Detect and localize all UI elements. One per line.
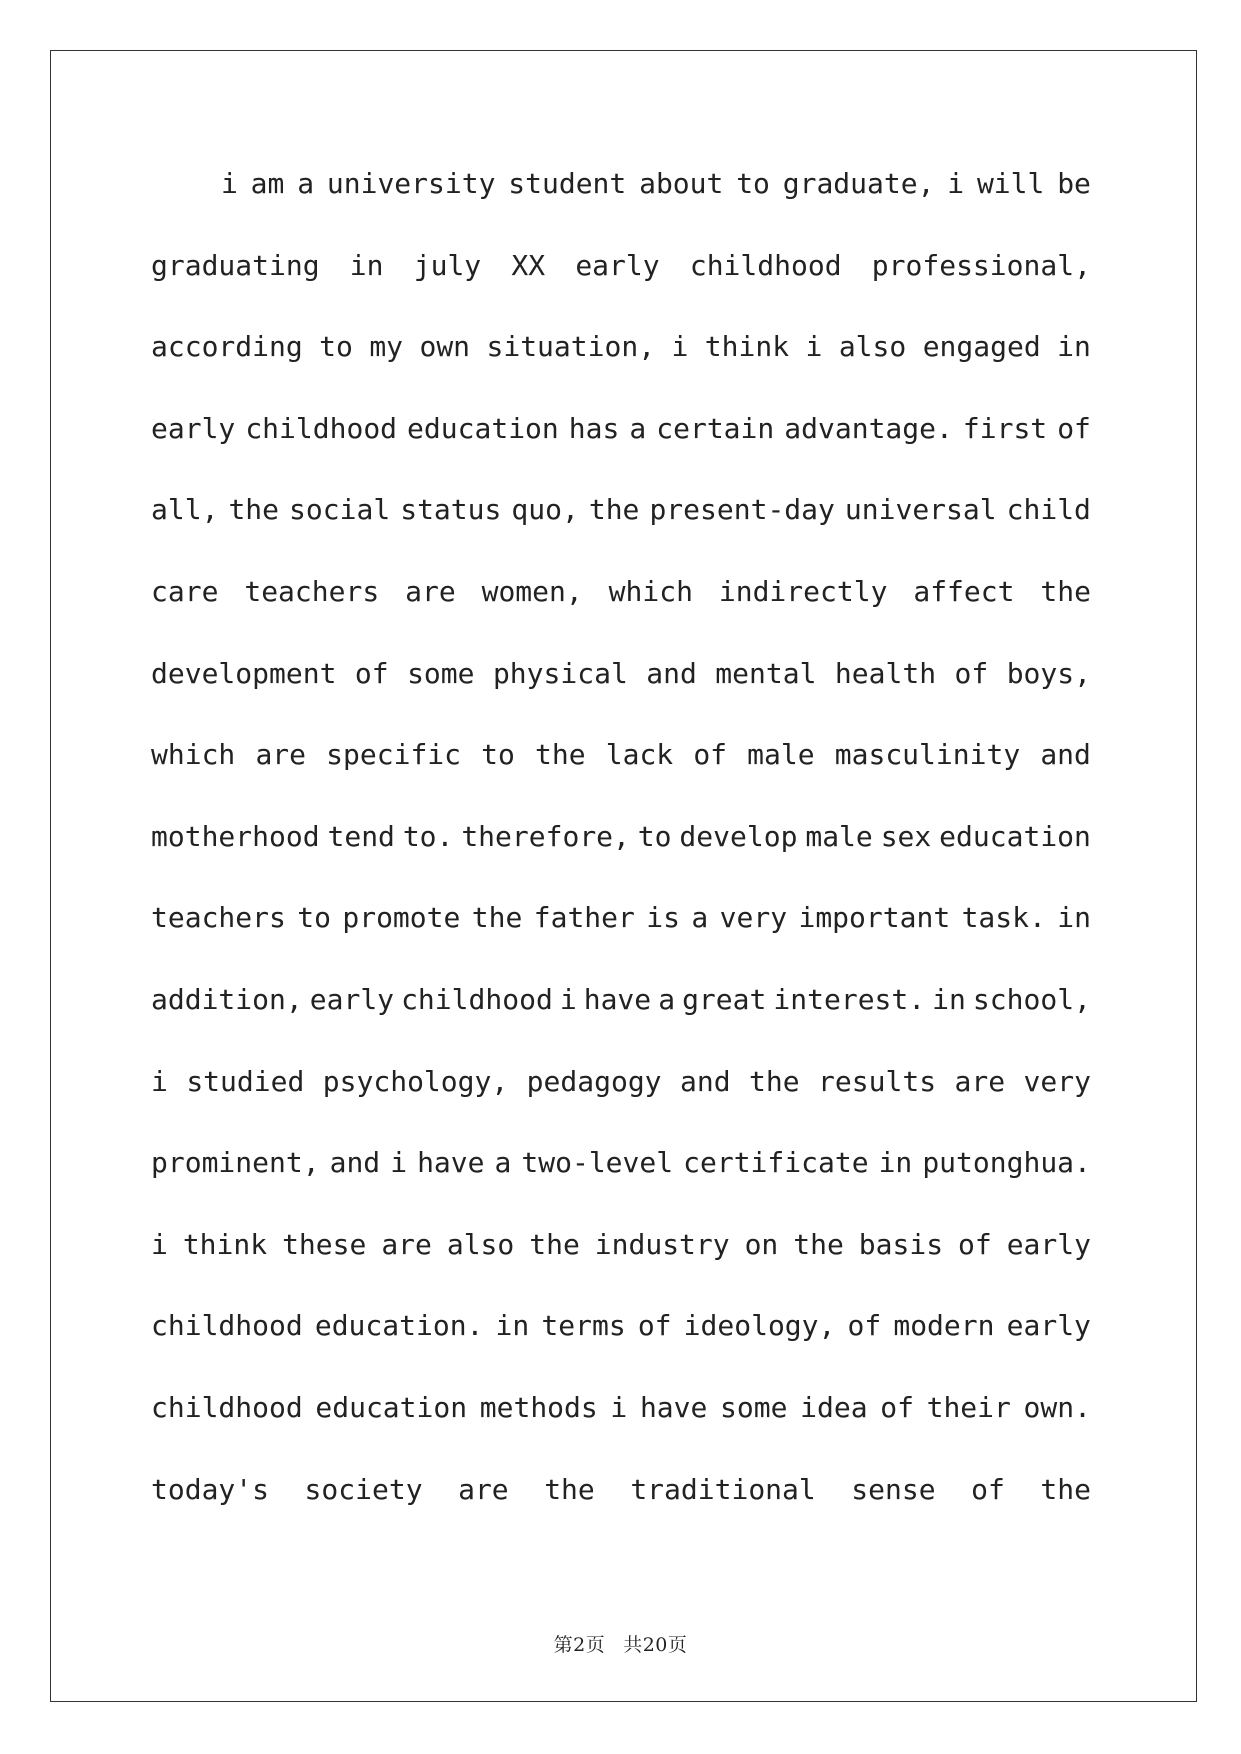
word: masculinity bbox=[834, 738, 1021, 772]
word: will bbox=[976, 167, 1045, 200]
word: quo, bbox=[511, 493, 579, 527]
word: first bbox=[962, 411, 1048, 445]
word: develop bbox=[679, 819, 798, 853]
word: basis bbox=[858, 1227, 944, 1261]
word: interest. bbox=[773, 982, 926, 1016]
text-line bbox=[151, 648, 1091, 730]
word: professional, bbox=[871, 248, 1091, 282]
word: development bbox=[151, 656, 337, 690]
word: be bbox=[1057, 167, 1091, 200]
word: and bbox=[679, 1064, 731, 1098]
text-line bbox=[151, 484, 1091, 566]
word: a bbox=[297, 167, 315, 200]
word: task. bbox=[961, 901, 1046, 935]
text-line bbox=[151, 811, 1091, 893]
word: the bbox=[793, 1227, 844, 1261]
word: education bbox=[315, 1390, 468, 1424]
word: prominent, bbox=[151, 1146, 320, 1180]
word: traditional bbox=[630, 1472, 816, 1506]
word: methods bbox=[479, 1390, 598, 1424]
word: studied bbox=[186, 1064, 305, 1098]
word: childhood bbox=[245, 411, 398, 445]
word: own. bbox=[1023, 1390, 1091, 1424]
word: which bbox=[608, 574, 693, 608]
word: very bbox=[719, 901, 788, 935]
word: student bbox=[508, 167, 627, 200]
total-pages: 共20页 bbox=[623, 1634, 688, 1656]
word: the bbox=[1040, 1472, 1091, 1506]
word: i bbox=[151, 1064, 168, 1098]
word: are bbox=[405, 574, 456, 608]
word: also bbox=[446, 1227, 515, 1261]
word: male bbox=[805, 819, 873, 853]
word: are bbox=[954, 1064, 1006, 1098]
page-footer bbox=[0, 1630, 1241, 1657]
word: in bbox=[1057, 901, 1091, 935]
word: certificate bbox=[683, 1146, 869, 1180]
word: i bbox=[610, 1390, 628, 1424]
word: childhood bbox=[401, 982, 553, 1016]
word: and bbox=[646, 656, 697, 690]
word: the bbox=[1040, 574, 1091, 608]
word: affect bbox=[913, 574, 1015, 608]
word: very bbox=[1023, 1064, 1091, 1098]
word: in bbox=[495, 1309, 530, 1343]
word: boys, bbox=[1006, 656, 1091, 690]
word: to. bbox=[402, 819, 454, 853]
word: has bbox=[568, 411, 620, 445]
word: on bbox=[744, 1227, 779, 1261]
word: i bbox=[947, 167, 965, 200]
word: are bbox=[255, 738, 307, 772]
word: mental bbox=[715, 656, 817, 690]
word: some bbox=[407, 656, 475, 690]
word: in bbox=[349, 248, 384, 282]
word: to bbox=[736, 167, 770, 200]
word: of bbox=[847, 1309, 882, 1343]
word: university bbox=[326, 167, 496, 200]
word: results bbox=[818, 1064, 937, 1098]
word: two-level bbox=[521, 1146, 674, 1180]
word: of bbox=[880, 1390, 914, 1424]
word: important bbox=[798, 901, 951, 935]
word: early bbox=[1006, 1227, 1091, 1261]
word: advantage. bbox=[784, 411, 953, 445]
word: my bbox=[369, 330, 404, 364]
word: education. bbox=[314, 1309, 484, 1343]
word: childhood bbox=[689, 248, 842, 282]
word: today's bbox=[151, 1472, 270, 1506]
word: promote bbox=[342, 901, 461, 935]
word: am bbox=[250, 167, 285, 200]
body-text bbox=[151, 158, 1091, 1545]
word: the bbox=[529, 1227, 580, 1261]
text-line bbox=[151, 1464, 1091, 1546]
word: pedagogy bbox=[526, 1064, 662, 1098]
word: certain bbox=[656, 411, 775, 445]
word: terms bbox=[541, 1309, 626, 1343]
word: male bbox=[747, 738, 815, 772]
word: are bbox=[458, 1472, 509, 1506]
word: think bbox=[182, 1227, 268, 1261]
word: some bbox=[720, 1390, 788, 1424]
word: i bbox=[151, 1227, 168, 1261]
text-line bbox=[151, 974, 1091, 1056]
word: also bbox=[838, 330, 907, 364]
word: teachers bbox=[244, 574, 380, 608]
word: their bbox=[926, 1390, 1011, 1424]
word: the bbox=[471, 901, 523, 935]
word: childhood bbox=[151, 1309, 303, 1343]
word: the bbox=[228, 493, 280, 527]
word: physical bbox=[492, 656, 628, 690]
word: sex bbox=[880, 819, 932, 853]
word: women, bbox=[481, 574, 583, 608]
word: specific bbox=[326, 738, 462, 772]
word: according bbox=[151, 330, 303, 364]
word: society bbox=[304, 1472, 423, 1506]
word: universal bbox=[844, 493, 997, 527]
word: of bbox=[637, 1309, 672, 1343]
word: present-day bbox=[649, 493, 835, 527]
text-line bbox=[151, 1382, 1091, 1464]
word: lack bbox=[605, 738, 674, 772]
word: the bbox=[535, 738, 586, 772]
word: modern bbox=[893, 1309, 995, 1343]
word: of bbox=[693, 738, 728, 772]
word: care bbox=[151, 574, 219, 608]
word: july bbox=[413, 248, 482, 282]
word: early bbox=[575, 248, 660, 282]
text-line bbox=[151, 892, 1091, 974]
word: of bbox=[1057, 411, 1091, 445]
word: a bbox=[629, 411, 647, 445]
word: have bbox=[417, 1146, 485, 1180]
word: i bbox=[671, 330, 689, 364]
word: is bbox=[646, 901, 680, 935]
word: education bbox=[939, 819, 1091, 853]
word: the bbox=[749, 1064, 800, 1098]
word: i bbox=[221, 167, 238, 200]
page-number: 第2页 bbox=[553, 1634, 606, 1656]
word: are bbox=[381, 1227, 432, 1261]
word: situation, bbox=[486, 330, 656, 364]
word: to bbox=[481, 738, 515, 772]
word: own bbox=[419, 330, 471, 364]
word: health bbox=[834, 656, 937, 690]
word: the bbox=[588, 493, 640, 527]
word: in bbox=[1057, 330, 1091, 364]
word: engaged bbox=[922, 330, 1041, 364]
word: in bbox=[878, 1146, 913, 1180]
word: tend bbox=[327, 819, 395, 853]
word: early bbox=[1006, 1309, 1091, 1343]
word: indirectly bbox=[718, 574, 888, 608]
word: therefore, bbox=[461, 819, 630, 853]
word: i bbox=[390, 1146, 408, 1180]
text-line bbox=[151, 1137, 1091, 1219]
word: of bbox=[971, 1472, 1005, 1506]
word: a bbox=[691, 901, 709, 935]
word: to bbox=[319, 330, 353, 364]
text-line bbox=[151, 158, 1091, 240]
word: school, bbox=[972, 982, 1091, 1016]
text-line bbox=[151, 403, 1091, 485]
word: the bbox=[544, 1472, 595, 1506]
word: education bbox=[407, 411, 559, 445]
text-line bbox=[151, 321, 1091, 403]
word: ideology, bbox=[683, 1309, 836, 1343]
word: child bbox=[1006, 493, 1091, 527]
word: motherhood bbox=[151, 819, 320, 853]
text-line bbox=[151, 1056, 1091, 1138]
text-line bbox=[151, 1300, 1091, 1382]
word: a bbox=[658, 982, 676, 1016]
word: to bbox=[637, 819, 672, 853]
word: to bbox=[297, 901, 331, 935]
text-line bbox=[151, 240, 1091, 322]
word: and bbox=[329, 1146, 381, 1180]
word: have bbox=[583, 982, 652, 1016]
word: father bbox=[533, 901, 635, 935]
word: XX bbox=[511, 248, 546, 282]
word: status bbox=[400, 493, 502, 527]
word: of bbox=[958, 1227, 992, 1261]
word: sense bbox=[851, 1472, 936, 1506]
word: these bbox=[282, 1227, 367, 1261]
word: of bbox=[954, 656, 989, 690]
word: childhood bbox=[151, 1390, 303, 1424]
word: i bbox=[559, 982, 577, 1016]
word: psychology, bbox=[322, 1064, 509, 1098]
word: idea bbox=[800, 1390, 868, 1424]
word: early bbox=[151, 411, 236, 445]
word: industry bbox=[594, 1227, 730, 1261]
word: of bbox=[354, 656, 389, 690]
word: and bbox=[1040, 738, 1091, 772]
word: addition, bbox=[151, 982, 303, 1016]
word: a bbox=[494, 1146, 512, 1180]
word: putonghua. bbox=[922, 1146, 1091, 1180]
text-line bbox=[151, 729, 1091, 811]
word: early bbox=[309, 982, 395, 1016]
word: graduating bbox=[151, 248, 320, 282]
word: in bbox=[932, 982, 966, 1016]
word: all, bbox=[151, 493, 219, 527]
text-line bbox=[151, 566, 1091, 648]
word: great bbox=[682, 982, 767, 1016]
word: social bbox=[289, 493, 391, 527]
word: graduate, bbox=[782, 167, 935, 200]
word: i bbox=[805, 330, 823, 364]
word: which bbox=[151, 738, 236, 772]
word: about bbox=[639, 167, 724, 200]
word: think bbox=[704, 330, 790, 364]
word: teachers bbox=[151, 901, 286, 935]
text-line bbox=[151, 1219, 1091, 1301]
word: have bbox=[639, 1390, 708, 1424]
